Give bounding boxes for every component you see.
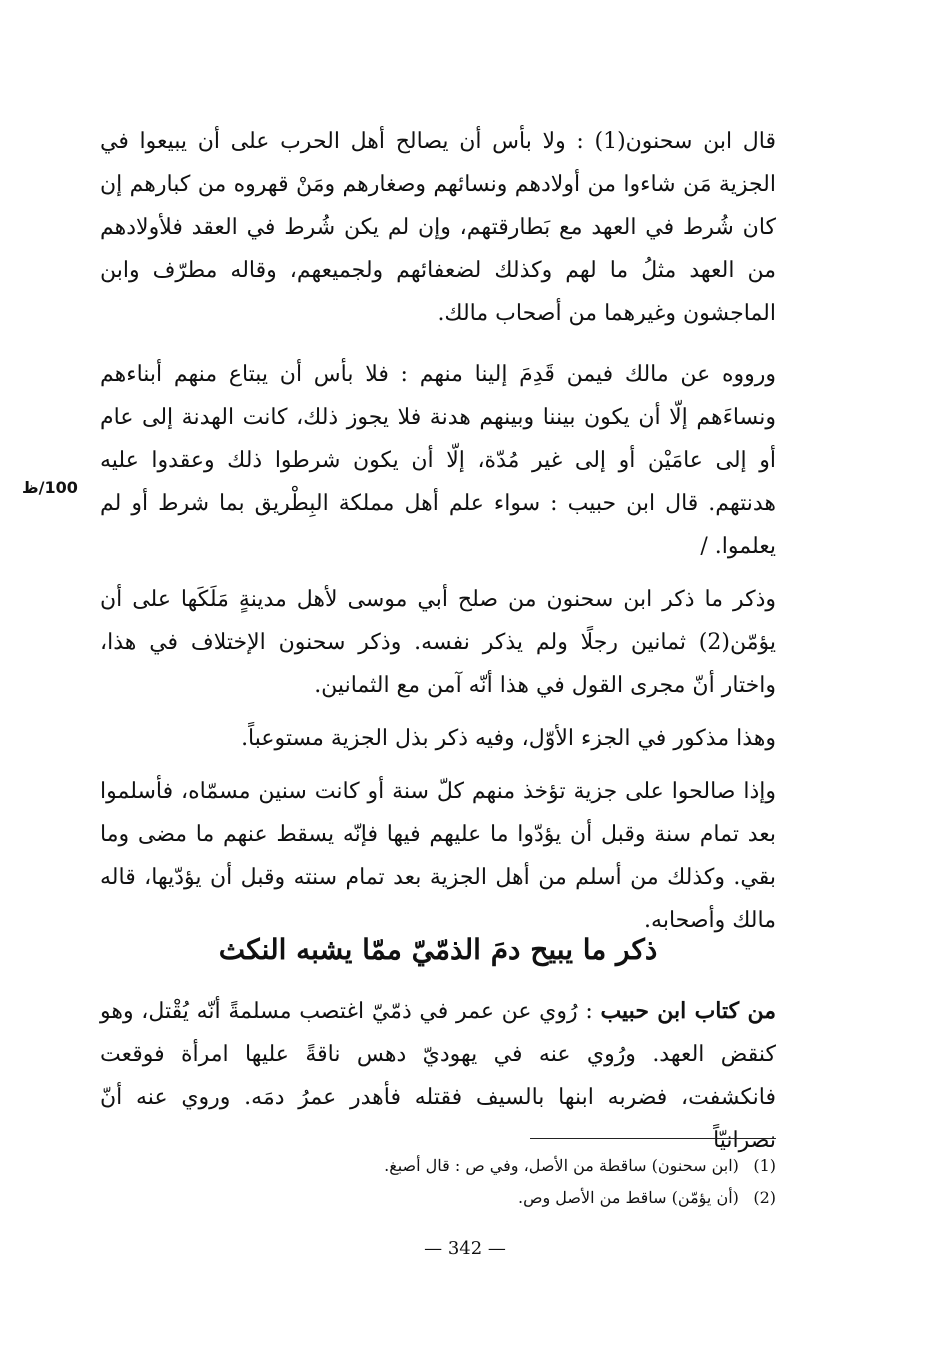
source-reference: من كتاب ابن حبيب <box>600 998 777 1024</box>
footnote-1 <box>100 1150 776 1182</box>
section-heading: ذكر ما يبيح دمَ الذمّيّ ممّا يشبه النكث <box>218 933 658 966</box>
footnote-number: (2) <box>753 1188 776 1207</box>
main-text-lower <box>100 990 776 1162</box>
footnote-2 <box>100 1182 776 1214</box>
footnote-number: (1) <box>753 1156 776 1175</box>
footnote-text: (ابن سحنون) ساقطة من الأصل، وفي ص : قال أصبغ. <box>384 1156 739 1175</box>
footnote-text: (أن يؤمّن) ساقط من الأصل وص. <box>518 1188 739 1207</box>
paragraph-first-volume: وهذا مذكور في الجزء الأوّل، وفيه ذكر بذل الجزية مستوعباً. <box>241 726 776 751</box>
margin-folio-note: 100/ظ <box>22 478 78 497</box>
paragraph-abu-musa: وذكر ما ذكر ابن سحنون من صلح أبي موسى لأهل مدينةٍ مَلَكَها على أن يؤمّن(2) ثمانين رجلًا ولم يذكر نفسه. وذكر سحنون الإختلاف في هذا، واختار أنّ مجرى القول في هذا أنّه آمن مع الثمانين. <box>100 587 776 698</box>
paragraph-jizya: وإذا صالحوا على جزية تؤخذ منهم كلّ سنة أو كانت سنين مسمّاه، فأسلموا بعد تمام سنة وقبل أن يؤدّوا ما عليهم فيها فإنّه يسقط عنهم ما مضى وما بقي. وكذلك من أسلم من أهل الجزية بعد تمام سنته وقبل أن يؤدّيها، قاله مالك وأصحابه. <box>100 779 776 933</box>
main-text-upper <box>100 120 776 942</box>
footnote-divider <box>530 1138 776 1139</box>
paragraph-ibn-habib <box>100 990 776 1162</box>
paragraph-ibn-sahnun: قال ابن سحنون(1) : ولا بأس أن يصالح أهل الحرب على أن يبيعوا في الجزية مَن شاءوا من أولادهم ونسائهم وصغارهم ومَنْ قهروه من كبارهم إن كان شُرط في العهد مع بَطارقتهم، وإن لم يكن شُرط في العقد فلأولادهم من العهد مثلُ ما لهم وكذلك لضعفائهم ولجميعهم، وقاله مطرّف وابن الماجشون وغيرهما من أصحاب مالك. <box>100 129 776 326</box>
footnotes <box>100 1150 776 1214</box>
paragraph-malik-report: ورووه عن مالك فيمن قَدِمَ إلينا منهم : فلا بأس أن يبتاع منهم أبناءهم ونساءَهم إلّا أن يكون بيننا وبينهم هدنة فلا يجوز ذلك، كانت الهدنة إلى عام أو إلى عامَيْن أو إلى غير مُدّة، إلّا أن يكون شرطوا ذلك وعقدوا عليه هدنتهم. قال ابن حبيب : سواء علم أهل مملكة البِطْريق بما شرط أو لم يعلموا. / <box>100 362 776 559</box>
page-number: — 342 — <box>424 1238 506 1259</box>
paragraph-ibn-habib-body: : رُوي عن عمر في ذمّيّ اغتصب مسلمةً أنّه يُقْتل، وهو كنقض العهد. ورُوي عنه في يهوديّ دهس ناقةً عليها امرأة فوقعت فانكشفت، فضربه ابنها بالسيف فقتله فأهدر عمرُ دمَه. وروي عنه أنّ نصرانيّاً <box>100 999 776 1153</box>
